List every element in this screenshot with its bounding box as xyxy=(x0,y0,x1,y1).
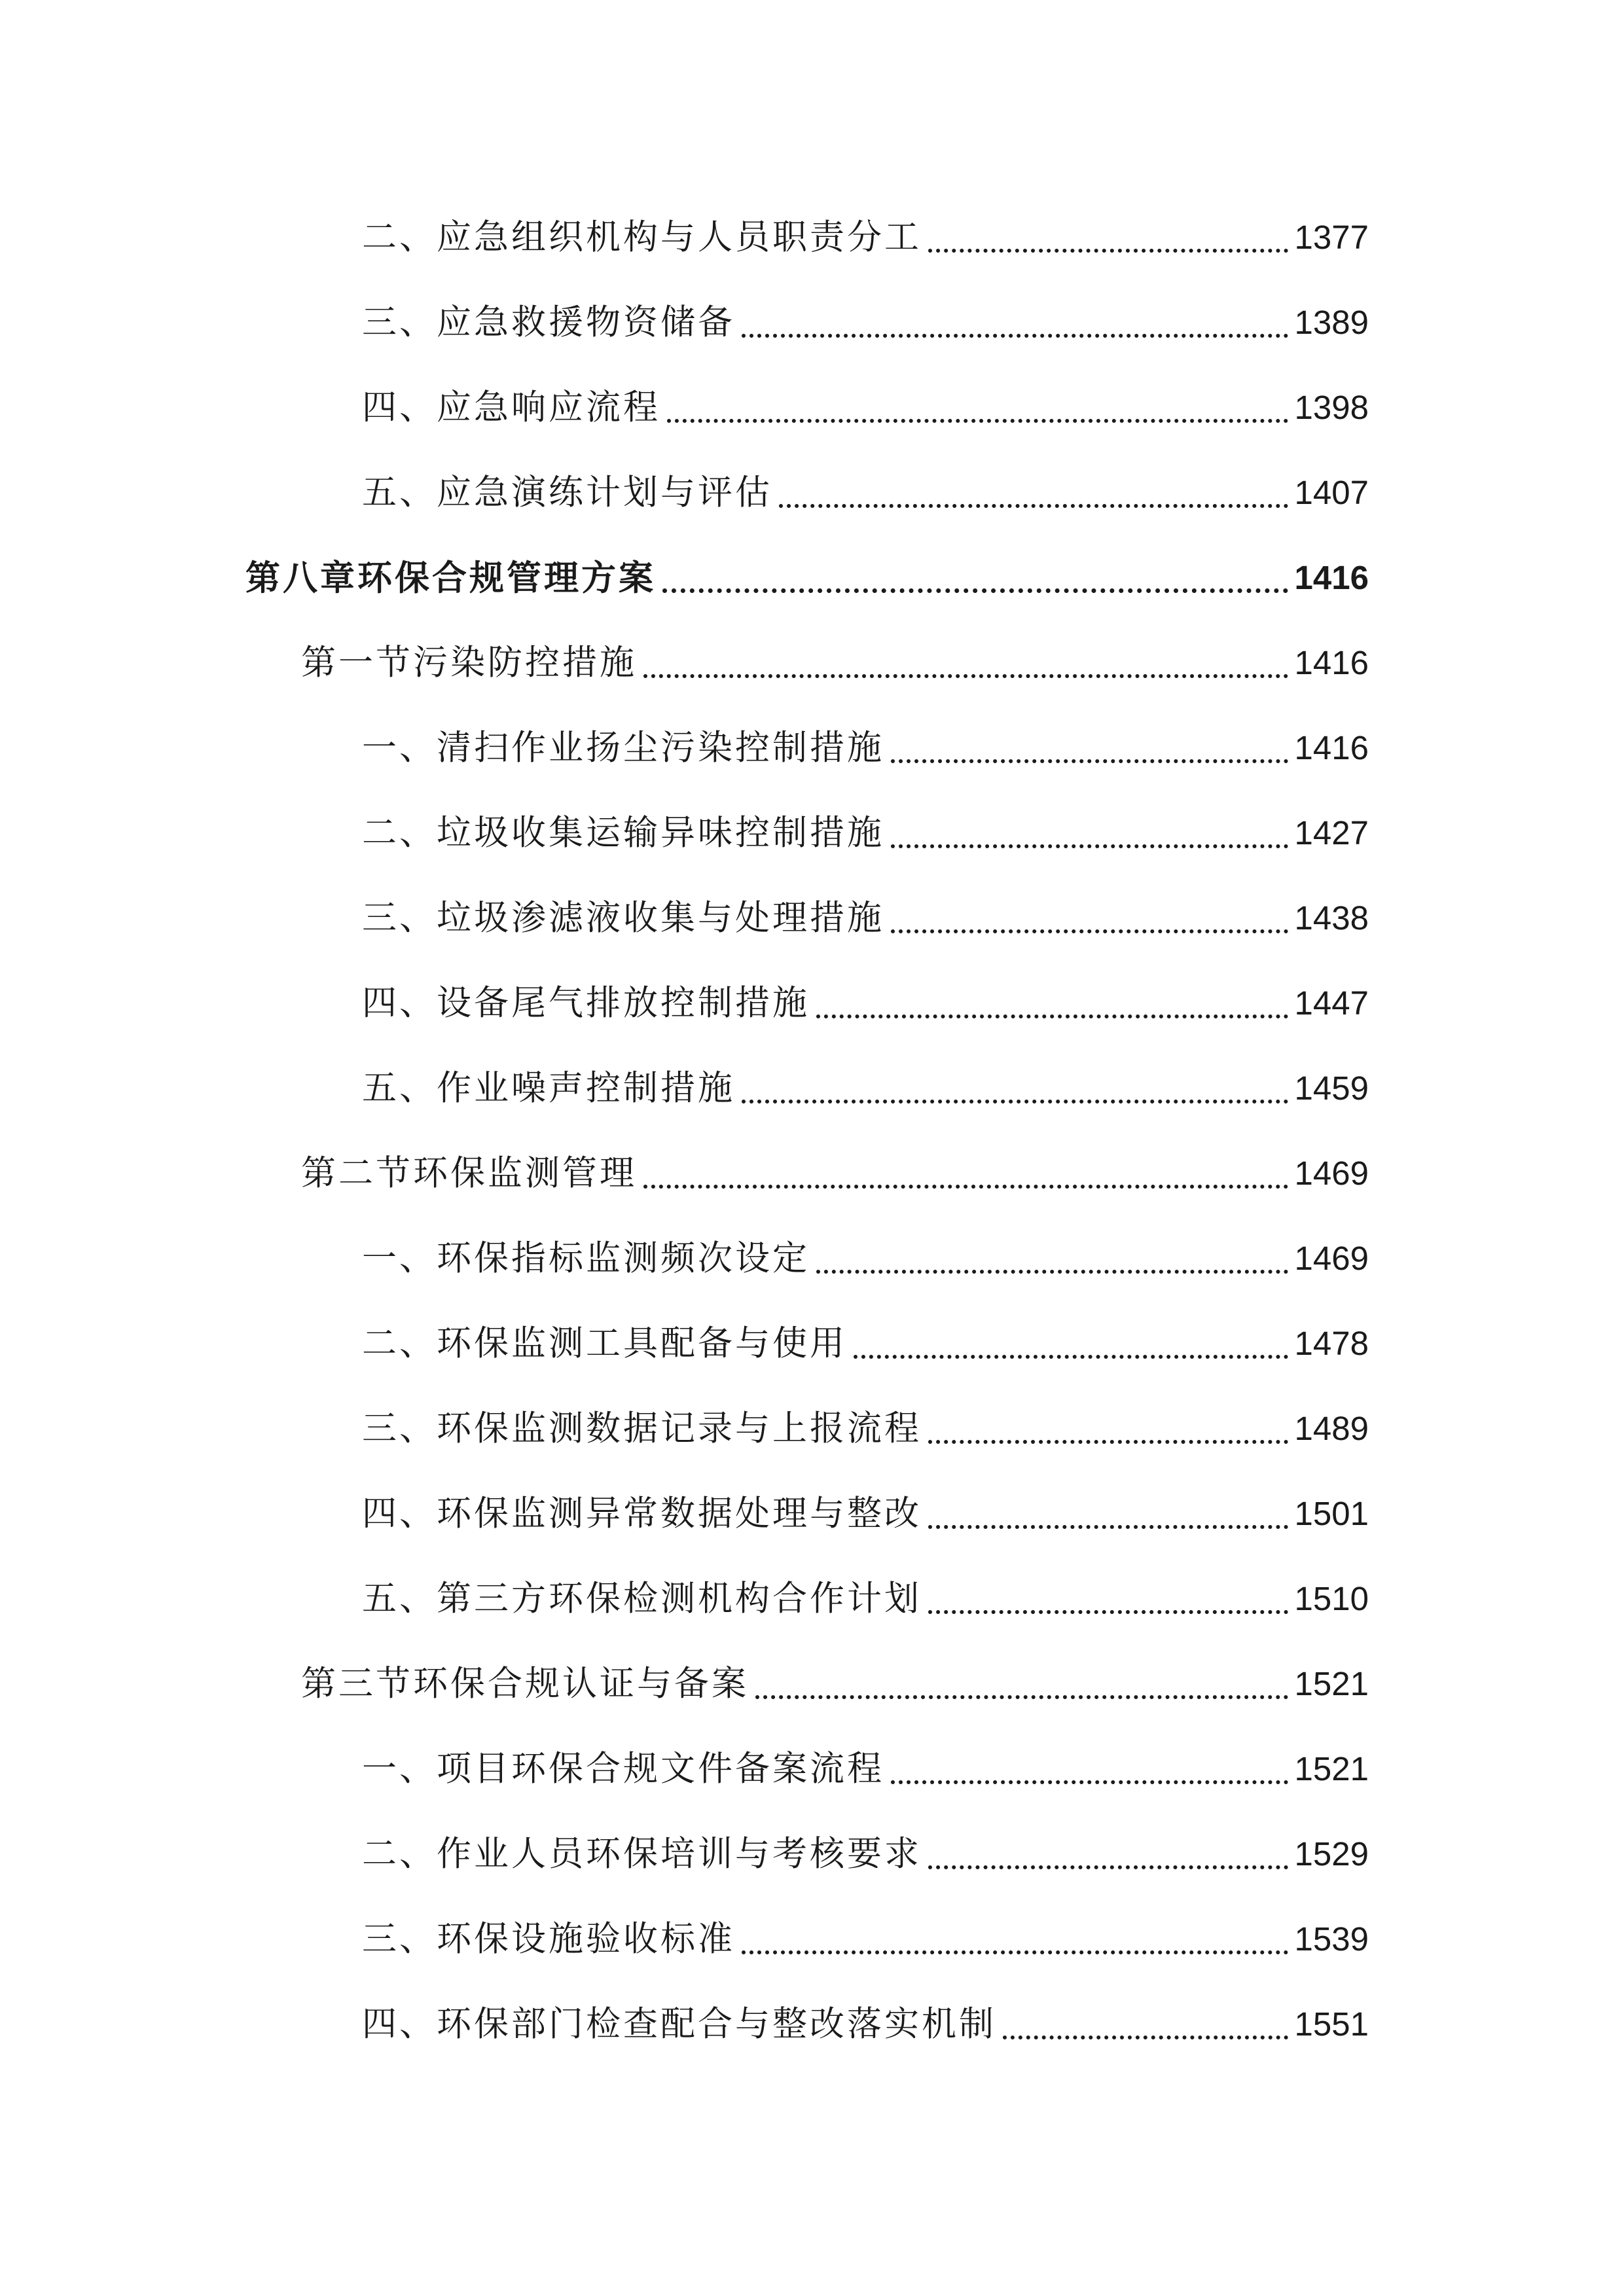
toc-entry-page: 1377 xyxy=(1294,219,1369,256)
toc-entry[interactable] xyxy=(362,1314,1369,1373)
dot-leader xyxy=(928,1440,1288,1444)
dot-leader xyxy=(891,759,1288,763)
toc-entry-title: 五、应急演练计划与评估 xyxy=(362,473,772,512)
dot-leader xyxy=(928,1525,1288,1529)
toc-entry-title: 第八章环保合规管理方案 xyxy=(245,558,656,598)
toc-entry-title: 三、垃圾渗滤液收集与处理措施 xyxy=(362,898,884,938)
toc-entry[interactable] xyxy=(362,1484,1369,1543)
toc-entry-title: 二、应急组织机构与人员职责分工 xyxy=(362,217,922,257)
toc-entry-page: 1478 xyxy=(1294,1325,1369,1362)
toc-entry-title: 四、设备尾气排放控制措施 xyxy=(362,983,810,1023)
toc-entry-title: 一、项目环保合规文件备案流程 xyxy=(362,1749,884,1789)
dot-leader xyxy=(928,1610,1288,1614)
toc-entry-page: 1416 xyxy=(1294,559,1369,596)
toc-entry-page: 1407 xyxy=(1294,474,1369,511)
toc-entry[interactable] xyxy=(362,208,1369,267)
toc-entry[interactable] xyxy=(362,463,1369,522)
toc-entry[interactable] xyxy=(362,1740,1369,1799)
toc-entry-title: 三、应急救援物资储备 xyxy=(362,302,735,342)
toc-entry[interactable] xyxy=(362,804,1369,863)
dot-leader xyxy=(891,844,1288,848)
toc-entry[interactable] xyxy=(362,1910,1369,1969)
toc-entry[interactable] xyxy=(362,293,1369,352)
toc-chapter-entry[interactable] xyxy=(245,548,1369,607)
toc-entry[interactable] xyxy=(362,1229,1369,1288)
dot-leader xyxy=(742,1950,1288,1954)
toc-entry-title: 三、环保设施验收标准 xyxy=(362,1919,735,1959)
dot-leader xyxy=(928,249,1288,253)
toc-entry[interactable] xyxy=(362,378,1369,437)
toc-entry-title: 五、第三方环保检测机构合作计划 xyxy=(362,1579,922,1619)
toc-entry-page: 1416 xyxy=(1294,644,1369,681)
dot-leader xyxy=(891,929,1288,933)
dot-leader xyxy=(643,1185,1288,1189)
dot-leader xyxy=(891,1780,1288,1784)
toc-entry-page: 1416 xyxy=(1294,729,1369,766)
toc-entry-page: 1459 xyxy=(1294,1069,1369,1107)
toc-entry-title: 第二节环保监测管理 xyxy=(301,1153,637,1193)
toc-entry-title: 二、环保监测工具配备与使用 xyxy=(362,1323,847,1363)
dot-leader xyxy=(662,588,1288,593)
toc-entry-page: 1521 xyxy=(1294,1665,1369,1702)
toc-entry-page: 1469 xyxy=(1294,1155,1369,1192)
toc-entry-title: 五、作业噪声控制措施 xyxy=(362,1068,735,1108)
dot-leader xyxy=(755,1695,1288,1699)
toc-entry[interactable] xyxy=(362,1570,1369,1628)
toc-entry-page: 1510 xyxy=(1294,1580,1369,1617)
toc-entry-page: 1521 xyxy=(1294,1750,1369,1787)
toc-entry-page: 1389 xyxy=(1294,304,1369,341)
dot-leader xyxy=(643,674,1288,678)
toc-entry[interactable] xyxy=(362,1825,1369,1884)
toc-entry-title: 四、应急响应流程 xyxy=(362,387,660,427)
toc-entry-title: 三、环保监测数据记录与上报流程 xyxy=(362,1408,922,1448)
toc-entry[interactable] xyxy=(362,1059,1369,1118)
toc-entry[interactable] xyxy=(362,1399,1369,1458)
toc-entry-title: 二、作业人员环保培训与考核要求 xyxy=(362,1834,922,1874)
toc-entry-title: 一、环保指标监测频次设定 xyxy=(362,1238,810,1278)
dot-leader xyxy=(1003,2036,1288,2039)
dot-leader xyxy=(742,1100,1288,1103)
toc-entry-title: 四、环保监测异常数据处理与整改 xyxy=(362,1494,922,1534)
dot-leader xyxy=(816,1270,1288,1274)
toc-entry[interactable] xyxy=(362,1995,1369,2054)
toc-entry-page: 1501 xyxy=(1294,1495,1369,1532)
toc-section-entry[interactable] xyxy=(301,1655,1369,1713)
toc-entry-page: 1529 xyxy=(1294,1835,1369,1873)
toc-entry-page: 1469 xyxy=(1294,1240,1369,1277)
toc-entry-page: 1398 xyxy=(1294,389,1369,426)
dot-leader xyxy=(667,419,1288,423)
dot-leader xyxy=(816,1014,1288,1018)
toc-entry-title: 二、垃圾收集运输异味控制措施 xyxy=(362,813,884,853)
toc-entry[interactable] xyxy=(362,974,1369,1033)
toc-entry-page: 1427 xyxy=(1294,814,1369,852)
toc-entry-title: 一、清扫作业扬尘污染控制措施 xyxy=(362,728,884,768)
toc-entry-page: 1489 xyxy=(1294,1410,1369,1447)
toc-entry-page: 1539 xyxy=(1294,1920,1369,1958)
toc-entry-page: 1447 xyxy=(1294,984,1369,1022)
dot-leader xyxy=(779,504,1288,508)
toc-entry-title: 第一节污染防控措施 xyxy=(301,643,637,683)
dot-leader xyxy=(854,1355,1288,1359)
toc-section-entry[interactable] xyxy=(301,634,1369,692)
toc-entry-title: 四、环保部门检查配合与整改落实机制 xyxy=(362,2004,996,2044)
toc-entry[interactable] xyxy=(362,889,1369,948)
toc-entry[interactable] xyxy=(362,719,1369,778)
toc-section-entry[interactable] xyxy=(301,1144,1369,1203)
dot-leader xyxy=(742,334,1288,338)
dot-leader xyxy=(928,1865,1288,1869)
toc-entry-page: 1551 xyxy=(1294,2005,1369,2043)
toc-entry-title: 第三节环保合规认证与备案 xyxy=(301,1664,749,1704)
toc-entry-page: 1438 xyxy=(1294,899,1369,937)
